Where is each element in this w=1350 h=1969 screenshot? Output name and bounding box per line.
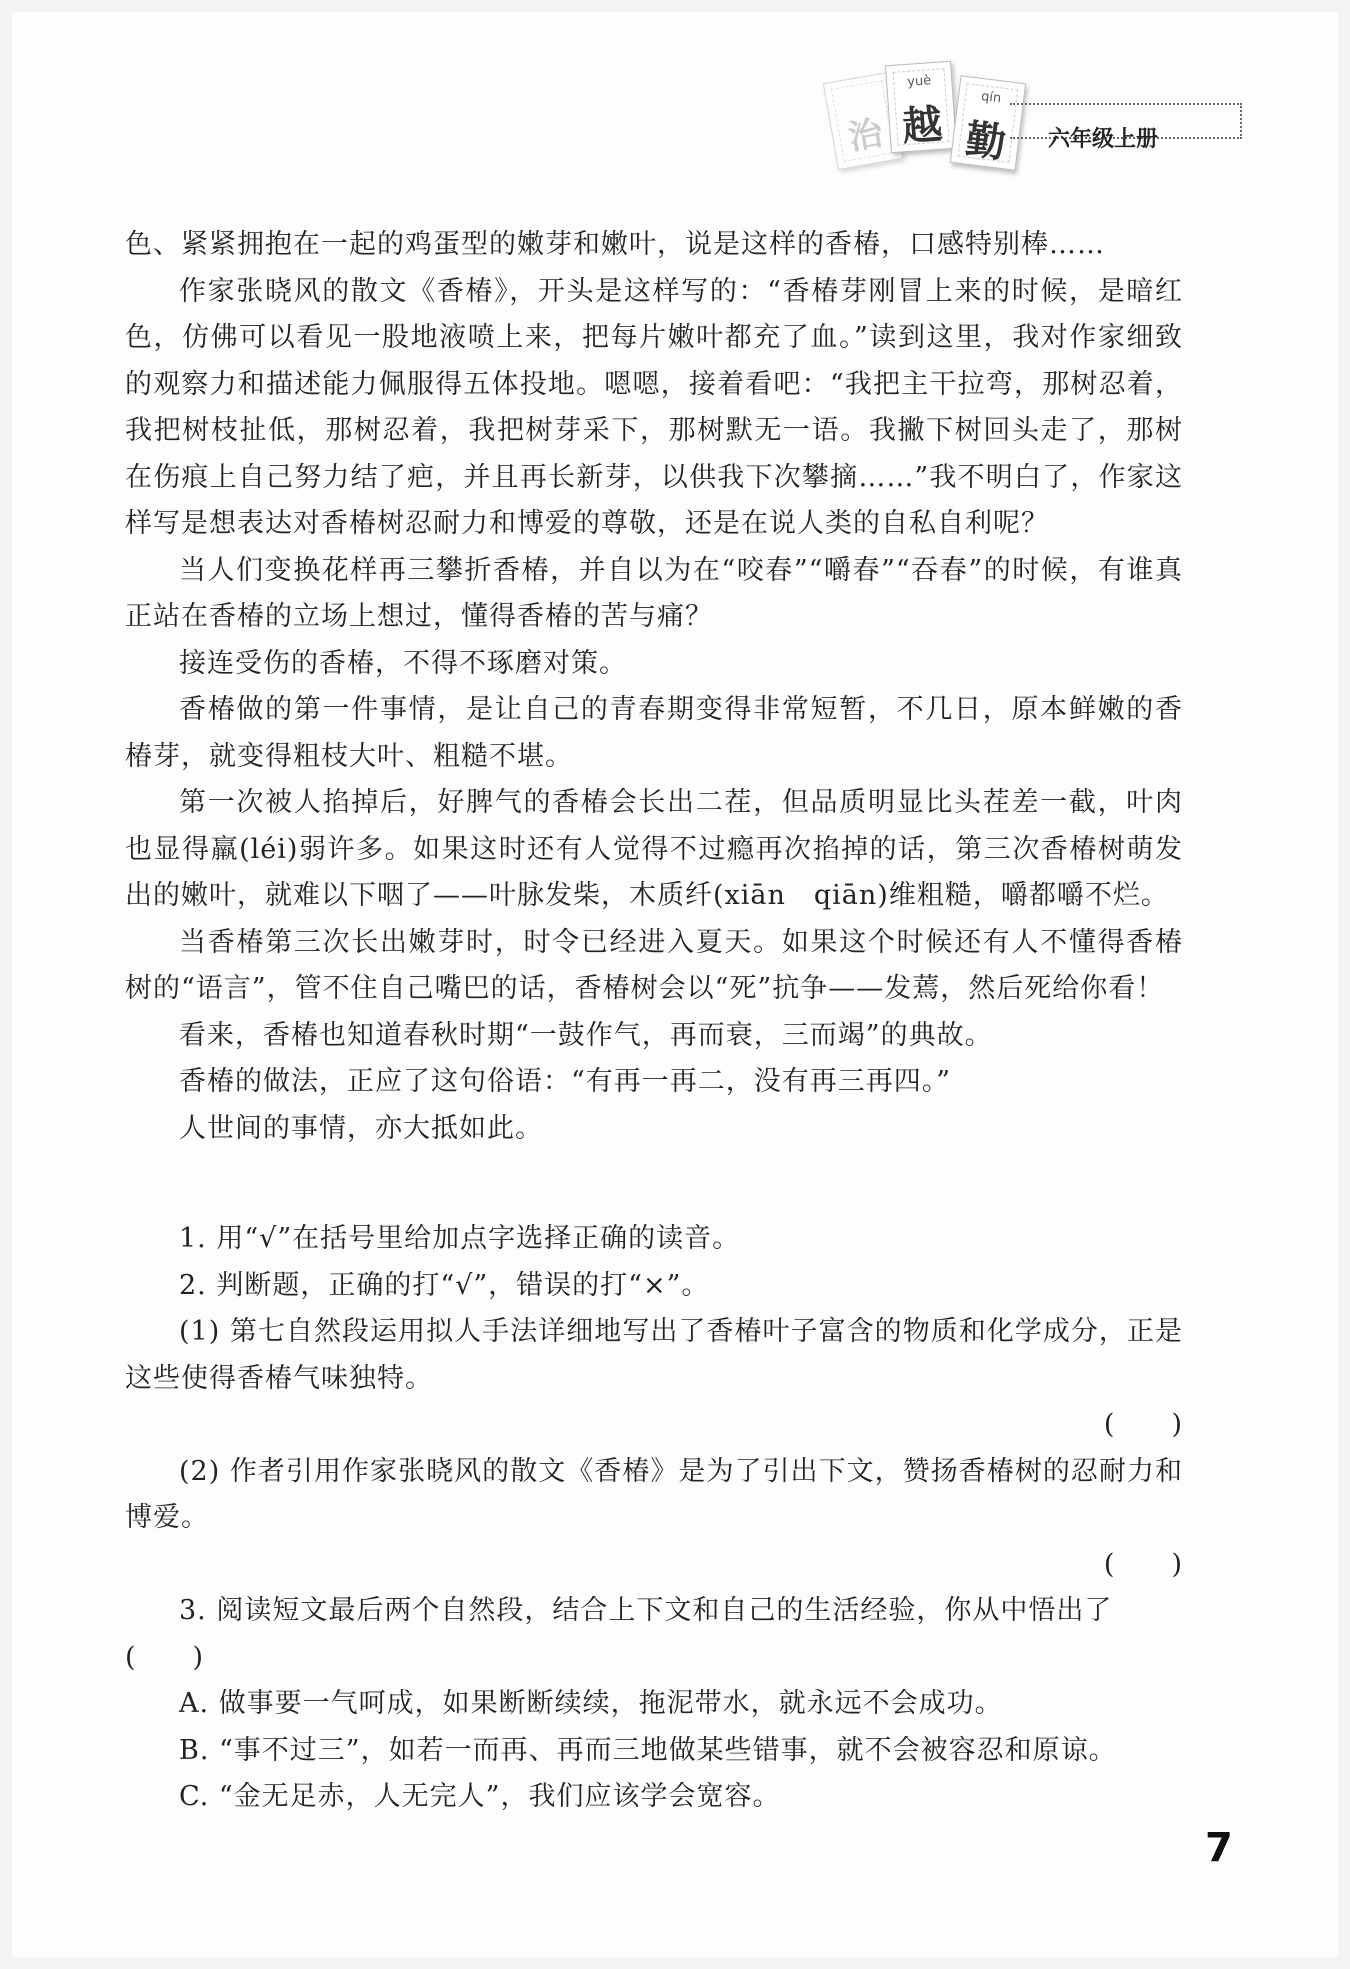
paragraph: 当人们变换花样再三攀折香椿，并自以为在“咬春”“嚼春”“吞春”的时候，有谁真正站在香椿的立场上想过，懂得香椿的苦与痛？ bbox=[125, 554, 1183, 632]
paragraph: 接连受伤的香椿，不得不琢磨对策。 bbox=[179, 647, 627, 679]
question-3: 3. 阅读短文最后两个自然段，结合上下文和自己的生活经验，你从中悟出了 bbox=[179, 1595, 1113, 1626]
page-number: 7 bbox=[1205, 1825, 1233, 1871]
question-2-2 bbox=[125, 1449, 1183, 1589]
logo-card: qín 勤 bbox=[950, 75, 1026, 170]
grade-label: 六年级上册 bbox=[1048, 127, 1159, 152]
answer-bracket[interactable]: ( ) bbox=[1103, 1548, 1183, 1580]
passage-body bbox=[125, 222, 1183, 1821]
paragraph: 第一次被人掐掉后，好脾气的香椿会长出二茬，但品质明显比头茬差一截，叶肉也显得羸(léi)弱许多。如果这时还有人觉得不过瘾再次掐掉的话，第三次香椿树萌发出的嫩叶，就难以下咽了——叶脉发柴，木质纤(xiān qiān)维粗糙，嚼都嚼不烂。 bbox=[125, 787, 1183, 911]
option-a[interactable]: A. 做事要一气呵成，如果断断续续，拖泥带水，就永远不会成功。 bbox=[179, 1688, 1003, 1719]
paragraph: 当香椿第三次长出嫩芽时，时令已经进入夏天。如果这个时候还有人不懂得香椿树的“语言”，管不住自己嘴巴的话，香椿树会以“死”抗争——发蔫，然后死给你看！ bbox=[125, 926, 1183, 1004]
paragraph: 作家张晓风的散文《香椿》，开头是这样写的：“香椿芽刚冒上来的时候，是暗红色，仿佛可以看见一股地液喷上来，把每片嫩叶都充了血。”读到这里，我对作家细致的观察力和描述能力佩服得五体投地。嗯嗯，接着看吧：“我把主干拉弯，那树忍着，我把树枝扯低，那树忍着，我把树芽采下，那树默无一语。我撇下树回头走了，那树在伤痕上自己努力结了疤，并且再长新芽，以供我下次攀摘……”我不明白了，作家这样写是想表达对香椿树忍耐力和博爱的尊敬，还是在说人类的自私自利呢？ bbox=[125, 275, 1183, 539]
question-2-2-text: (2) 作者引用作家张晓风的散文《香椿》是为了引出下文，赞扬香椿树的忍耐力和博爱。 bbox=[125, 1455, 1183, 1533]
paragraph: 香椿做的第一件事情，是让自己的青春期变得非常短暂，不几日，原本鲜嫩的香椿芽，就变得粗枝大叶、粗糙不堪。 bbox=[125, 694, 1183, 772]
question-2-1-text: (1) 第七自然段运用拟人手法详细地写出了香椿叶子富含的物质和化学成分，正是这些使得香椿气味独特。 bbox=[125, 1316, 1183, 1394]
question-1: 1. 用“√”在括号里给加点字选择正确的读音。 bbox=[179, 1223, 741, 1254]
answer-bracket[interactable]: ( ) bbox=[125, 1641, 205, 1673]
question-2-1 bbox=[125, 1309, 1183, 1449]
logo-card: 治 bbox=[823, 72, 903, 170]
paragraph: 看来，香椿也知道春秋时期“一鼓作气，再而衰，三而竭”的典故。 bbox=[179, 1019, 993, 1051]
answer-bracket[interactable]: ( ) bbox=[1103, 1409, 1183, 1440]
option-c[interactable]: C. “金无足赤，人无完人”，我们应该学会宽容。 bbox=[179, 1781, 781, 1812]
option-b[interactable]: B. “事不过三”，如若一而再、再而三地做某些错事，就不会被容忍和原谅。 bbox=[179, 1734, 1117, 1766]
question-2: 2. 判断题，正确的打“√”，错误的打“×”。 bbox=[179, 1269, 710, 1301]
brand-logo bbox=[830, 55, 1040, 190]
paragraph: 色、紧紧拥抱在一起的鸡蛋型的嫩芽和嫩叶，说是这样的香椿，口感特别棒…… bbox=[125, 229, 1105, 260]
paragraph: 香椿的做法，正应了这句俗语：“有再一再二，没有再三再四。” bbox=[179, 1066, 952, 1097]
paragraph: 人世间的事情，亦大抵如此。 bbox=[179, 1112, 543, 1144]
logo-card: yuè 越 bbox=[885, 61, 957, 153]
